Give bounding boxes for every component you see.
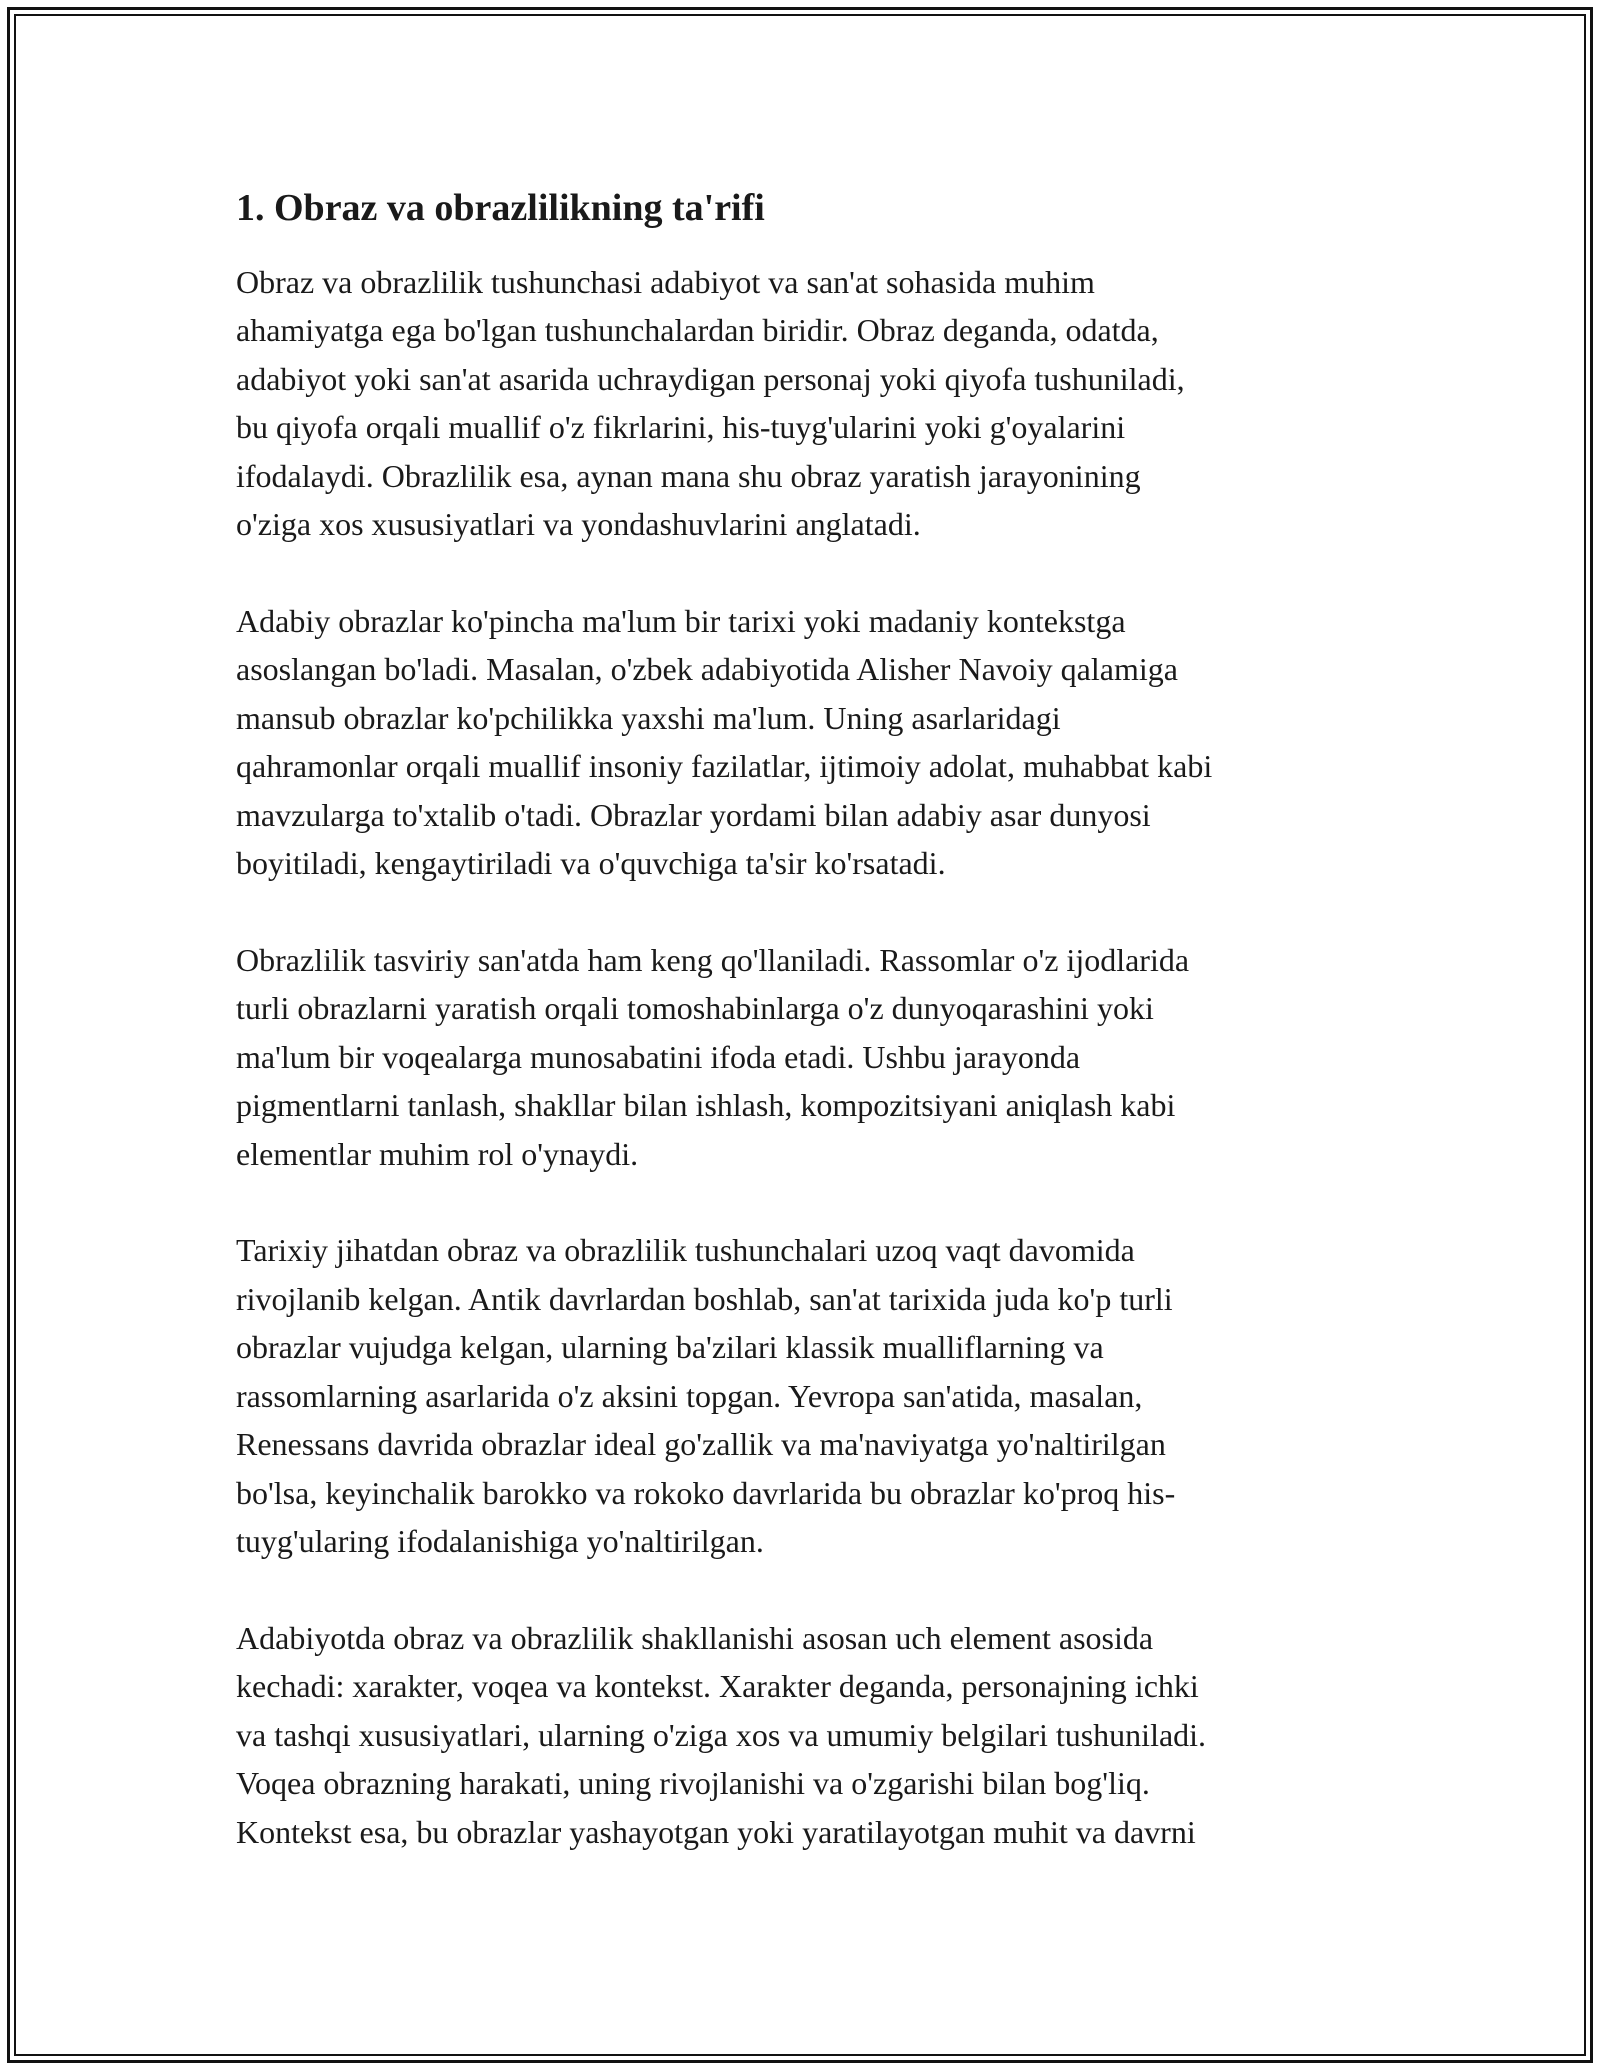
text-line: Adabiy obrazlar ko'pincha ma'lum bir tarixi yoki madaniy kontekstga [236,602,1126,639]
text-line: ahamiyatga ega bo'lgan tushunchalardan biridir. Obraz deganda, odatda, [236,312,1159,349]
document-body [236,186,1396,1904]
text-line: ifodalaydi. Obrazlilik esa, aynan mana shu obraz yaratish jarayonining [236,457,1141,494]
paragraph-2 [236,597,1396,888]
text-line: Voqea obrazning harakati, uning rivojlanishi va o'zgarishi bilan bog'liq. [236,1765,1150,1802]
text-line: boyitiladi, kengaytiriladi va o'quvchiga ta'sir ko'rsatadi. [236,845,946,882]
text-line: bo'lsa, keyinchalik barokko va rokoko davrlarida bu obrazlar ko'proq his- [236,1474,1176,1511]
text-line: ma'lum bir voqealarga munosabatini ifoda etadi. Ushbu jarayonda [236,1038,1081,1075]
paragraph-5 [236,1614,1396,1857]
section-heading: 1. Obraz va obrazlilikning ta'rifi [236,187,765,229]
text-line: mavzularga to'xtalib o'tadi. Obrazlar yordami bilan adabiy asar dunyosi [236,796,1151,833]
text-line: Obraz va obrazlilik tushunchasi adabiyot va san'at sohasida muhim [236,263,1095,300]
text-line: turli obrazlarni yaratish orqali tomoshabinlarga o'z dunyoqarashini yoki [236,990,1154,1027]
text-line: mansub obrazlar ko'pchilikka yaxshi ma'lum. Uning asarlaridagi [236,699,1061,736]
text-line: o'ziga xos xususiyatlari va yondashuvlarini anglatadi. [236,506,921,543]
text-line: Tarixiy jihatdan obraz va obrazlilik tushunchalari uzoq vaqt davomida [236,1232,1135,1269]
text-line: Obrazlilik tasviriy san'atda ham keng qo'llaniladi. Rassomlar o'z ijodlarida [236,941,1190,978]
text-line: asoslangan bo'ladi. Masalan, o'zbek adabiyotida Alisher Navoiy qalamiga [236,651,1178,688]
text-line: pigmentlarni tanlash, shakllar bilan ishlash, kompozitsiyani aniqlash kabi [236,1087,1176,1124]
text-line: Kontekst esa, bu obrazlar yashayotgan yoki yaratilayotgan muhit va davrni [236,1813,1196,1850]
text-line: va tashqi xususiyatlari, ularning o'ziga xos va umumiy belgilari tushuniladi. [236,1716,1207,1753]
text-line: Adabiyotda obraz va obrazlilik shakllanishi asosan uch element asosida [236,1619,1154,1656]
paragraph-3 [236,936,1396,1179]
paragraph-1 [236,258,1396,549]
text-line: qahramonlar orqali muallif insoniy fazilatlar, ijtimoiy adolat, muhabbat kabi [236,748,1213,785]
text-line: rassomlarning asarlarida o'z aksini topgan. Yevropa san'atida, masalan, [236,1377,1143,1414]
text-line: rivojlanib kelgan. Antik davrlardan boshlab, san'at tarixida juda ko'p turli [236,1280,1173,1317]
text-line: kechadi: xarakter, voqea va kontekst. Xarakter deganda, personajning ichki [236,1668,1199,1705]
paragraph-4 [236,1226,1396,1566]
text-line: bu qiyofa orqali muallif o'z fikrlarini, his-tuyg'ularini yoki g'oyalarini [236,409,1126,446]
text-line: adabiyot yoki san'at asarida uchraydigan personaj yoki qiyofa tushuniladi, [236,360,1185,397]
text-line: obrazlar vujudga kelgan, ularning ba'zilari klassik mualliflarning va [236,1329,1104,1366]
text-line: elementlar muhim rol o'ynaydi. [236,1135,639,1172]
text-line: tuyg'ularing ifodalanishiga yo'naltirilgan. [236,1523,764,1560]
text-line: Renessans davrida obrazlar ideal go'zallik va ma'naviyatga yo'naltirilgan [236,1426,1166,1463]
